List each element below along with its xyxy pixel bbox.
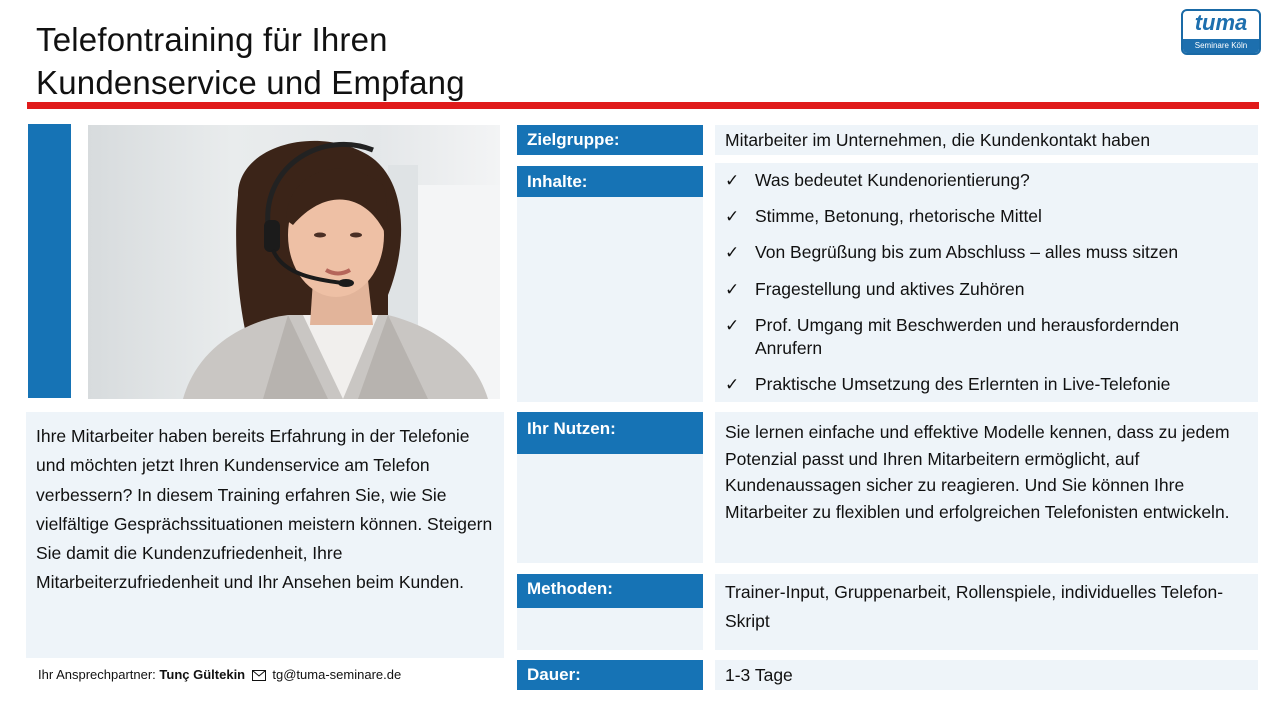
logo-wordmark: tuma: [1194, 10, 1248, 35]
label-methoden: Methoden:: [517, 574, 703, 608]
check-icon: ✓: [725, 375, 740, 394]
intro-text: Ihre Mitarbeiter haben bereits Erfahrung in der Telefonie und möchten jetzt Ihren Kundenservice am Telefon verbessern? In diesem Training erfahren Sie, wie Sie vielfältige Gesprächssituationen meistern können. Steigern Sie damit die Kundenzufriedenheit, Ihre Mitarbeiterzufriedenheit und Ihr Ansehen beim Kunden.: [36, 426, 493, 593]
check-icon: ✓: [725, 207, 740, 226]
inhalte-label-panel: [517, 166, 703, 402]
label-nutzen: Ihr Nutzen:: [517, 412, 703, 454]
tuma-logo: [1181, 9, 1261, 55]
headset-agent-photo: [88, 125, 500, 399]
contact-name: Tunç Gültekin: [159, 667, 246, 682]
header-divider: [27, 102, 1259, 109]
intro-text-box: [26, 412, 504, 658]
page-title: [36, 18, 796, 104]
dauer-text: 1-3 Tage: [715, 660, 1258, 690]
check-icon: ✓: [725, 171, 740, 190]
label-inhalte: Inhalte:: [517, 166, 703, 197]
photo-illustration: [88, 125, 500, 399]
check-icon: ✓: [725, 280, 740, 299]
contact-line: [38, 666, 401, 686]
check-icon: ✓: [725, 316, 740, 335]
mail-icon: [252, 668, 266, 686]
methoden-text: Trainer-Input, Gruppenarbeit, Rollenspiele, individuelles Telefon-Skript: [715, 574, 1258, 650]
label-zielgruppe: Zielgruppe:: [517, 125, 703, 155]
accent-bar: [28, 124, 71, 398]
contact-email[interactable]: tg@tuma-seminare.de: [272, 667, 402, 682]
check-icon: ✓: [725, 243, 740, 262]
contact-prefix: Ihr Ansprechpartner:: [38, 667, 156, 682]
label-dauer: Dauer:: [517, 660, 703, 690]
zielgruppe-text: Mitarbeiter im Unternehmen, die Kundenkontakt haben: [715, 125, 1258, 155]
logo-subline: Seminare Köln: [1183, 39, 1259, 53]
title-line-1: Telefontraining für Ihren: [36, 21, 388, 58]
title-line-2: Kundenservice und Empfang: [36, 64, 465, 101]
inhalte-list: ✓ Was bedeutet Kundenorientierung? ✓ Stimme, Betonung, rhetorische Mittel ✓ Von Begrüßung bis zum Abschluss – alles muss sitzen ✓ Fragestellung und aktives Zuhören ✓ Prof. Umgang mit Beschwerden und herausfordernden Anrufern ✓ Praktische Umsetzung des Erlernten in Live-Telefonie: [715, 163, 1258, 402]
nutzen-text: Sie lernen einfache und effektive Modelle kennen, dass zu jedem Potenzial passt und Ihren Mitarbeitern ermöglicht, auf Kundenaussagen sicher zu reagieren. Und Sie können Ihre Mitarbeiter zu flexiblen und erfolgreichen Telefonisten entwickeln.: [715, 412, 1258, 563]
